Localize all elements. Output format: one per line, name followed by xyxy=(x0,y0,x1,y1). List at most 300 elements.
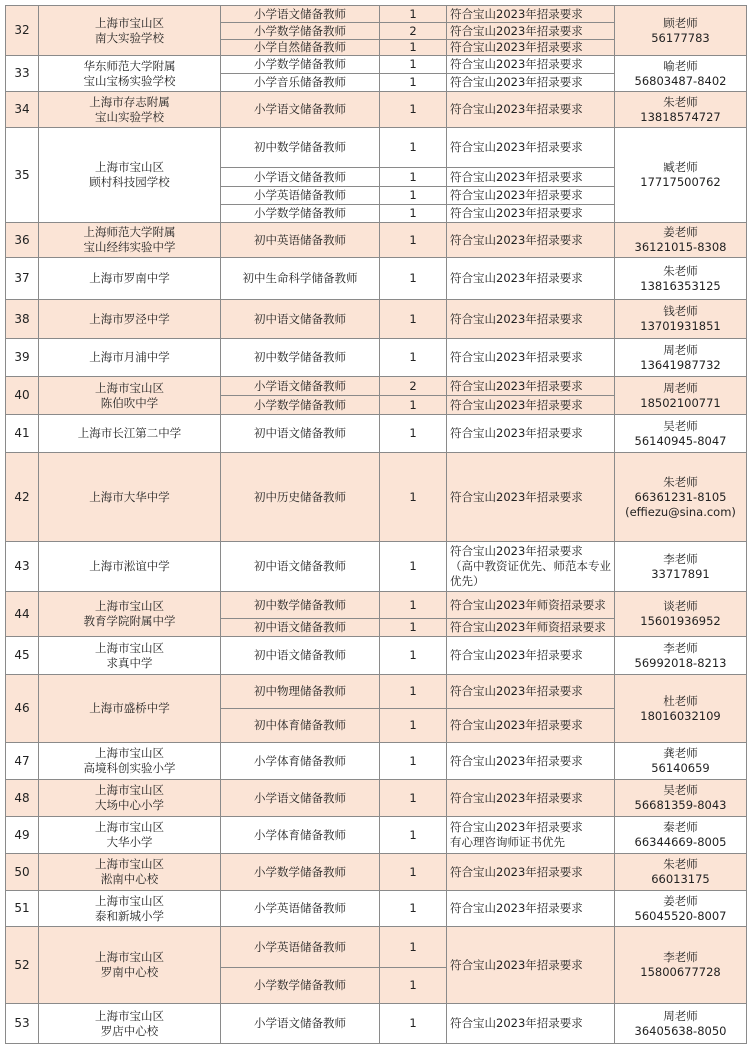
contact-cell xyxy=(615,592,747,637)
table-row xyxy=(6,6,747,23)
row-number-cell: 41 xyxy=(6,415,39,453)
table-row xyxy=(6,891,747,927)
school-name-cell-line: 罗店中心校 xyxy=(100,1023,159,1038)
contact-cell-line: 56681359-8043 xyxy=(634,798,727,812)
school-name-cell-line: 上海市大华中学 xyxy=(89,489,170,504)
position-title-cell: 初中物理储备教师 xyxy=(221,675,380,709)
school-name-cell xyxy=(39,780,221,817)
position-title-cell: 小学体育储备教师 xyxy=(221,817,380,854)
table-row xyxy=(6,128,747,168)
row-number-cell: 53 xyxy=(6,1004,39,1044)
requirement-cell xyxy=(447,619,615,637)
requirement-cell-line: 符合宝山2023年招录要求 xyxy=(450,489,583,504)
requirement-cell-line: 符合宝山2023年招录要求 xyxy=(450,426,583,440)
contact-cell-line: 66013175 xyxy=(651,872,710,886)
position-count-cell: 1 xyxy=(380,1004,447,1044)
requirement-cell xyxy=(447,92,615,128)
contact-cell-line: 喻老师 xyxy=(663,58,698,73)
position-title-cell: 小学语文储备教师 xyxy=(221,6,380,23)
requirement-cell xyxy=(447,339,615,377)
position-count-cell: 1 xyxy=(380,258,447,300)
position-title-cell: 初中语文储备教师 xyxy=(221,619,380,637)
table-row xyxy=(6,415,747,453)
contact-cell-line: 66361231-8105 xyxy=(634,489,727,504)
position-count-cell: 1 xyxy=(380,339,447,377)
requirement-cell xyxy=(447,637,615,675)
row-number-cell: 47 xyxy=(6,743,39,780)
position-title-cell: 小学数学储备教师 xyxy=(221,968,380,1004)
contact-cell xyxy=(615,1004,747,1044)
position-title-cell: 初中数学储备教师 xyxy=(221,128,380,168)
position-title-cell: 小学英语储备教师 xyxy=(221,187,380,205)
requirement-cell-line: 符合宝山2023年招录要求 xyxy=(450,188,583,202)
school-name-cell xyxy=(39,300,221,339)
requirement-cell xyxy=(447,396,615,415)
contact-cell-line: 36121015-8308 xyxy=(634,240,727,254)
contact-cell-line: 13816353125 xyxy=(640,278,721,293)
school-name-cell-line: 上海市宝山区 xyxy=(95,746,164,760)
contact-cell-line: 臧老师 xyxy=(663,160,698,174)
contact-cell-line: 15601936952 xyxy=(640,614,721,628)
row-number-cell: 39 xyxy=(6,339,39,377)
school-name-cell-line: 上海市宝山区 xyxy=(95,783,164,797)
school-name-cell-line: 上海市宝山区 xyxy=(95,380,164,395)
position-title-cell: 初中数学储备教师 xyxy=(221,592,380,619)
contact-cell-line: 15800677728 xyxy=(640,965,721,979)
school-name-cell-line: 上海市淞谊中学 xyxy=(89,559,170,573)
position-count-cell: 1 xyxy=(380,128,447,168)
table-row xyxy=(6,743,747,780)
contact-cell-line: 李老师 xyxy=(663,551,698,566)
requirement-cell xyxy=(447,675,615,709)
contact-cell-line: 13641987732 xyxy=(640,357,721,372)
position-count-cell: 1 xyxy=(380,453,447,542)
school-name-cell-line: 上海市罗泾中学 xyxy=(89,311,170,326)
row-number-cell: 48 xyxy=(6,780,39,817)
contact-cell-line: 18502100771 xyxy=(640,395,721,410)
school-name-cell xyxy=(39,891,221,927)
school-name-cell xyxy=(39,415,221,453)
requirement-cell xyxy=(447,927,615,1004)
requirement-cell xyxy=(447,205,615,223)
requirement-cell-line: 符合宝山2023年招录要求 xyxy=(450,901,583,915)
table-row xyxy=(6,56,747,74)
position-count-cell: 2 xyxy=(380,377,447,396)
position-count-cell: 1 xyxy=(380,74,447,92)
requirement-cell xyxy=(447,187,615,205)
requirement-cell-line: 符合宝山2023年招录要求 xyxy=(450,350,583,364)
contact-cell-line: 杜老师 xyxy=(663,693,698,708)
row-number-cell: 42 xyxy=(6,453,39,542)
school-name-cell xyxy=(39,854,221,891)
position-count-cell: 1 xyxy=(380,891,447,927)
requirement-cell xyxy=(447,415,615,453)
requirement-cell-line: 符合宝山2023年招录要求 xyxy=(450,753,583,768)
contact-cell-line: 56992018-8213 xyxy=(634,655,727,670)
table-row xyxy=(6,1004,747,1044)
contact-cell-line: 朱老师 xyxy=(663,94,698,109)
school-name-cell-line: 宝山经纬实验中学 xyxy=(83,240,176,254)
contact-cell-line: 吴老师 xyxy=(663,418,698,433)
position-title-cell: 初中生命科学储备教师 xyxy=(221,258,380,300)
row-number-cell: 49 xyxy=(6,817,39,854)
requirement-cell-line: 符合宝山2023年招录要求 xyxy=(450,378,583,393)
school-name-cell xyxy=(39,6,221,56)
table-row xyxy=(6,223,747,258)
requirement-cell-line: 符合宝山2023年招录要求 xyxy=(450,169,583,184)
position-title-cell: 小学数学储备教师 xyxy=(221,23,380,40)
requirement-cell xyxy=(447,817,615,854)
requirement-cell xyxy=(447,592,615,619)
position-title-cell: 小学音乐储备教师 xyxy=(221,74,380,92)
contact-cell-line: 吴老师 xyxy=(663,783,698,797)
requirement-cell xyxy=(447,854,615,891)
requirement-cell-line: 符合宝山2023年招录要求 xyxy=(450,648,583,662)
school-name-cell-line: 高境科创实验小学 xyxy=(83,761,176,775)
contact-cell xyxy=(615,92,747,128)
position-title-cell: 小学体育储备教师 xyxy=(221,743,380,780)
school-name-cell-line: 上海市宝山区 xyxy=(95,857,164,871)
table-row xyxy=(6,675,747,709)
contact-cell-line: 顾老师 xyxy=(663,15,698,30)
requirement-cell-line: 符合宝山2023年招录要求 xyxy=(450,684,583,698)
contact-cell-line: 周老师 xyxy=(663,342,698,357)
school-name-cell xyxy=(39,592,221,637)
school-name-cell-line: 陈伯吹中学 xyxy=(100,395,159,410)
contact-cell-line: 33717891 xyxy=(651,566,710,581)
requirement-cell-line: 有心理咨询师证书优先 xyxy=(450,835,565,849)
school-name-cell-line: 求真中学 xyxy=(106,655,153,670)
requirement-cell xyxy=(447,128,615,168)
school-name-cell-line: 上海市盛桥中学 xyxy=(89,701,170,715)
position-title-cell: 小学数学储备教师 xyxy=(221,56,380,74)
position-count-cell: 1 xyxy=(380,968,447,1004)
contact-cell-line: 龚老师 xyxy=(663,746,698,760)
requirement-cell-line: 符合宝山2023年师资招录要求 xyxy=(450,597,606,612)
contact-cell-line: 朱老师 xyxy=(663,474,698,489)
row-number-cell: 35 xyxy=(6,128,39,223)
requirement-cell-line: 符合宝山2023年招录要求 xyxy=(450,544,583,558)
position-count-cell: 1 xyxy=(380,6,447,23)
contact-cell-line: 17717500762 xyxy=(640,175,721,189)
table-row xyxy=(6,258,747,300)
position-title-cell: 小学数学储备教师 xyxy=(221,854,380,891)
contact-cell-line: 18016032109 xyxy=(640,708,721,723)
school-name-cell xyxy=(39,128,221,223)
requirement-cell-line: 符合宝山2023年招录要求 xyxy=(450,790,583,805)
table-row xyxy=(6,637,747,675)
requirement-cell-line: 符合宝山2023年招录要求 xyxy=(450,820,583,834)
position-title-cell: 初中语文储备教师 xyxy=(221,300,380,339)
school-name-cell-line: 罗南中心校 xyxy=(100,965,159,979)
requirement-cell-line: 符合宝山2023年招录要求 xyxy=(450,140,583,154)
row-number-cell: 38 xyxy=(6,300,39,339)
contact-cell-line: 56177783 xyxy=(651,30,710,45)
school-name-cell-line: 上海市长江第二中学 xyxy=(77,426,182,440)
position-title-cell: 小学数学储备教师 xyxy=(221,396,380,415)
row-number-cell: 32 xyxy=(6,6,39,56)
requirement-cell xyxy=(447,74,615,92)
requirement-cell xyxy=(447,223,615,258)
requirement-cell-line: 符合宝山2023年招录要求 xyxy=(450,397,583,412)
position-count-cell: 1 xyxy=(380,637,447,675)
requirement-cell-line: 符合宝山2023年招录要求 xyxy=(450,957,583,972)
requirement-cell xyxy=(447,780,615,817)
position-title-cell: 初中历史储备教师 xyxy=(221,453,380,542)
position-count-cell: 1 xyxy=(380,619,447,637)
position-count-cell: 1 xyxy=(380,817,447,854)
contact-cell xyxy=(615,128,747,223)
contact-cell-line: 56045520-8007 xyxy=(634,908,727,923)
contact-cell-line: 李老师 xyxy=(663,950,698,964)
contact-cell-line: 秦老师 xyxy=(663,820,698,834)
requirement-cell-line: 符合宝山2023年招录要求 xyxy=(450,232,583,247)
requirement-cell xyxy=(447,6,615,23)
requirement-cell xyxy=(447,258,615,300)
requirement-cell-line: 符合宝山2023年招录要求 xyxy=(450,40,583,54)
table-row xyxy=(6,592,747,619)
contact-cell xyxy=(615,377,747,415)
position-count-cell: 1 xyxy=(380,592,447,619)
position-count-cell: 1 xyxy=(380,92,447,128)
school-name-cell-line: 上海市月浦中学 xyxy=(89,350,170,364)
position-title-cell: 小学英语储备教师 xyxy=(221,891,380,927)
contact-cell-line: 朱老师 xyxy=(663,263,698,278)
position-count-cell: 1 xyxy=(380,56,447,74)
requirement-cell-line: 符合宝山2023年招录要求 xyxy=(450,271,583,285)
school-name-cell-line: 顾村科技园学校 xyxy=(89,175,170,189)
school-name-cell xyxy=(39,743,221,780)
requirement-cell xyxy=(447,891,615,927)
position-title-cell: 小学英语储备教师 xyxy=(221,927,380,968)
contact-cell-line: 姜老师 xyxy=(663,225,698,239)
position-count-cell: 1 xyxy=(380,205,447,223)
requirement-cell-line: 符合宝山2023年招录要求 xyxy=(450,311,583,326)
contact-cell-line: 李老师 xyxy=(663,640,698,655)
school-name-cell-line: 上海市宝山区 xyxy=(95,640,164,655)
school-name-cell-line: 大场中心小学 xyxy=(95,798,164,812)
school-name-cell-line: 宝山宝杨实验学校 xyxy=(83,73,176,88)
position-title-cell: 初中语文储备教师 xyxy=(221,415,380,453)
contact-cell-line: 56803487-8402 xyxy=(634,73,727,88)
position-count-cell: 1 xyxy=(380,187,447,205)
contact-cell xyxy=(615,637,747,675)
row-number-cell: 33 xyxy=(6,56,39,92)
contact-cell xyxy=(615,743,747,780)
school-name-cell xyxy=(39,223,221,258)
requirement-cell-line: 符合宝山2023年招录要求 xyxy=(450,1016,583,1030)
position-count-cell: 1 xyxy=(380,675,447,709)
school-name-cell xyxy=(39,56,221,92)
position-count-cell: 1 xyxy=(380,542,447,592)
contact-cell xyxy=(615,854,747,891)
contact-cell-line: 56140659 xyxy=(651,761,710,775)
school-name-cell xyxy=(39,377,221,415)
school-name-cell xyxy=(39,927,221,1004)
school-name-cell-line: 华东师范大学附属 xyxy=(83,58,176,73)
school-name-cell xyxy=(39,637,221,675)
requirement-cell-line: 符合宝山2023年招录要求 xyxy=(450,102,583,116)
table-row xyxy=(6,542,747,592)
contact-cell xyxy=(615,56,747,92)
position-title-cell: 初中语文储备教师 xyxy=(221,542,380,592)
contact-cell xyxy=(615,258,747,300)
school-name-cell-line: 上海市宝山区 xyxy=(95,160,164,174)
contact-cell xyxy=(615,891,747,927)
position-count-cell: 1 xyxy=(380,223,447,258)
contact-cell xyxy=(615,300,747,339)
contact-cell-line: 周老师 xyxy=(663,1008,698,1023)
contact-cell xyxy=(615,542,747,592)
position-title-cell: 初中英语储备教师 xyxy=(221,223,380,258)
requirement-cell-line: 符合宝山2023年招录要求 xyxy=(450,718,583,732)
contact-cell xyxy=(615,675,747,743)
position-count-cell: 1 xyxy=(380,780,447,817)
contact-cell-line: 钱老师 xyxy=(663,304,698,318)
requirement-cell-line: 优先） xyxy=(450,574,485,588)
row-number-cell: 50 xyxy=(6,854,39,891)
row-number-cell: 52 xyxy=(6,927,39,1004)
row-number-cell: 45 xyxy=(6,637,39,675)
requirement-cell xyxy=(447,40,615,56)
contact-cell xyxy=(615,817,747,854)
row-number-cell: 43 xyxy=(6,542,39,592)
position-count-cell: 1 xyxy=(380,415,447,453)
requirement-cell xyxy=(447,1004,615,1044)
requirement-cell xyxy=(447,709,615,743)
school-name-cell xyxy=(39,1004,221,1044)
row-number-cell: 51 xyxy=(6,891,39,927)
school-name-cell xyxy=(39,92,221,128)
requirement-cell xyxy=(447,453,615,542)
contact-cell-line: 谈老师 xyxy=(663,599,698,613)
contact-cell xyxy=(615,453,747,542)
contact-cell-line: 13701931851 xyxy=(640,319,721,333)
position-title-cell: 初中语文储备教师 xyxy=(221,637,380,675)
requirement-cell xyxy=(447,23,615,40)
position-count-cell: 1 xyxy=(380,709,447,743)
requirement-cell-line: 符合宝山2023年师资招录要求 xyxy=(450,620,606,634)
position-count-cell: 1 xyxy=(380,743,447,780)
position-count-cell: 1 xyxy=(380,40,447,56)
school-name-cell xyxy=(39,542,221,592)
table-row xyxy=(6,453,747,542)
position-title-cell: 小学语文储备教师 xyxy=(221,168,380,187)
school-name-cell-line: 上海师范大学附属 xyxy=(83,225,176,239)
contact-cell xyxy=(615,415,747,453)
row-number-cell: 34 xyxy=(6,92,39,128)
table-row xyxy=(6,854,747,891)
requirement-cell xyxy=(447,542,615,592)
requirement-cell xyxy=(447,743,615,780)
table-row xyxy=(6,377,747,396)
position-title-cell: 小学自然储备教师 xyxy=(221,40,380,56)
table-row xyxy=(6,92,747,128)
school-name-cell-line: 南大实验学校 xyxy=(95,30,164,45)
school-name-cell-line: 上海市宝山区 xyxy=(95,893,164,908)
requirement-cell xyxy=(447,56,615,74)
position-count-cell: 1 xyxy=(380,300,447,339)
requirement-cell xyxy=(447,377,615,396)
table-row xyxy=(6,927,747,968)
table-row xyxy=(6,817,747,854)
position-title-cell: 初中数学储备教师 xyxy=(221,339,380,377)
contact-cell xyxy=(615,223,747,258)
contact-cell-line: 13818574727 xyxy=(640,109,721,124)
contact-cell-line: 56140945-8047 xyxy=(634,433,727,448)
contact-cell xyxy=(615,927,747,1004)
contact-cell-line: 姜老师 xyxy=(663,893,698,908)
row-number-cell: 46 xyxy=(6,675,39,743)
requirement-cell xyxy=(447,168,615,187)
position-count-cell: 1 xyxy=(380,854,447,891)
position-title-cell: 小学语文储备教师 xyxy=(221,780,380,817)
school-name-cell-line: 宝山实验学校 xyxy=(95,109,164,124)
row-number-cell: 44 xyxy=(6,592,39,637)
requirement-cell-line: 符合宝山2023年招录要求 xyxy=(450,57,583,71)
contact-cell xyxy=(615,339,747,377)
position-title-cell: 小学语文储备教师 xyxy=(221,1004,380,1044)
row-number-cell: 40 xyxy=(6,377,39,415)
school-name-cell-line: 上海市罗南中学 xyxy=(89,271,170,285)
position-title-cell: 小学语文储备教师 xyxy=(221,92,380,128)
position-count-cell: 1 xyxy=(380,168,447,187)
contact-cell-line: 36405638-8050 xyxy=(634,1023,727,1038)
contact-cell-line: 周老师 xyxy=(663,380,698,395)
table-row xyxy=(6,300,747,339)
position-title-cell: 小学语文储备教师 xyxy=(221,377,380,396)
table-body xyxy=(6,6,747,1044)
school-name-cell-line: 大华小学 xyxy=(106,835,153,849)
position-count-cell: 1 xyxy=(380,396,447,415)
school-name-cell-line: 上海市宝山区 xyxy=(95,599,164,613)
school-name-cell-line: 上海市宝山区 xyxy=(95,15,164,30)
requirement-cell-line: （高中教资证优先、师范本专业 xyxy=(450,559,611,573)
requirement-cell-line: 符合宝山2023年招录要求 xyxy=(450,206,583,220)
recruitment-table xyxy=(5,5,747,1044)
contact-cell-line: (effiezu@sina.com) xyxy=(625,504,736,519)
school-name-cell-line: 上海市存志附属 xyxy=(89,94,170,109)
contact-cell-line: 66344669-8005 xyxy=(634,835,727,849)
contact-cell xyxy=(615,780,747,817)
position-title-cell: 初中体育储备教师 xyxy=(221,709,380,743)
school-name-cell xyxy=(39,453,221,542)
table-row xyxy=(6,339,747,377)
table-row xyxy=(6,780,747,817)
school-name-cell-line: 淞南中心校 xyxy=(100,872,159,886)
requirement-cell-line: 符合宝山2023年招录要求 xyxy=(450,75,583,89)
school-name-cell-line: 上海市宝山区 xyxy=(95,820,164,834)
requirement-cell-line: 符合宝山2023年招录要求 xyxy=(450,23,583,38)
school-name-cell xyxy=(39,675,221,743)
row-number-cell: 36 xyxy=(6,223,39,258)
requirement-cell-line: 符合宝山2023年招录要求 xyxy=(450,864,583,879)
row-number-cell: 37 xyxy=(6,258,39,300)
requirement-cell xyxy=(447,300,615,339)
school-name-cell-line: 上海市宝山区 xyxy=(95,1008,164,1023)
school-name-cell-line: 泰和新城小学 xyxy=(95,908,164,923)
school-name-cell-line: 上海市宝山区 xyxy=(95,950,164,964)
school-name-cell xyxy=(39,339,221,377)
requirement-cell-line: 符合宝山2023年招录要求 xyxy=(450,6,583,21)
school-name-cell xyxy=(39,817,221,854)
position-title-cell: 小学数学储备教师 xyxy=(221,205,380,223)
contact-cell xyxy=(615,6,747,56)
position-count-cell: 2 xyxy=(380,23,447,40)
school-name-cell-line: 教育学院附属中学 xyxy=(83,614,176,628)
contact-cell-line: 朱老师 xyxy=(663,857,698,871)
school-name-cell xyxy=(39,258,221,300)
